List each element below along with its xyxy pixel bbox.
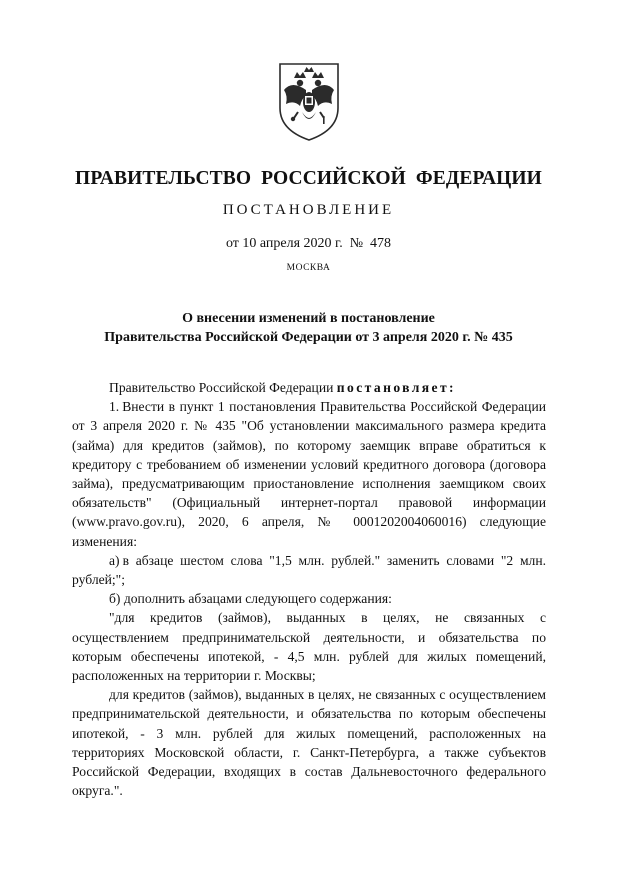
intro-paragraph [72,378,546,397]
decree-word: постановляет: [336,380,456,395]
document-city: МОСКВА [286,263,331,273]
document-body [72,378,546,800]
sub-item-b-paragraph: б) дополнить абзацами следующего содержания: [109,591,392,607]
government-title: ПРАВИТЕЛЬСТВО РОССИЙСКОЙ ФЕДЕРАЦИИ [75,168,542,189]
quoted-paragraph-1: "для кредитов (займов), выданных в целях, не связанных с осуществлением предпринимательской деятельности, и обязательства по которым обеспечены ипотекой, - 4,5 млн. рублей для жилых помещений, расположенных на территории г. Москвы; [72,610,546,684]
item-1-number: 1. [109,399,120,415]
subject-line-2: Правительства Российской Федерации от 3 апреля 2020 г. № 435 [104,330,513,345]
sub-item-a-label: а) [109,552,120,568]
sub-item-a-paragraph [72,551,546,589]
document-subject [60,309,557,347]
document-type: ПОСТАНОВЛЕНИЕ [222,202,395,218]
coat-of-arms-icon [272,56,346,144]
sub-item-a-text: в абзаце шестом слова "1,5 млн. рублей." заменить словами "2 млн. рублей;"; [72,552,546,588]
subject-line-1: О внесении изменений в постановление [182,311,435,326]
intro-text: Правительство Российской Федерации [109,380,337,395]
document-date-number: от 10 апреля 2020 г. № 478 [225,236,392,251]
quoted-paragraph-2: для кредитов (займов), выданных в целях, не связанных с осуществлением предпринимательской деятельности, и обязательства по которым обеспечены ипотекой, - 3 млн. рублей для жилых помещений, расположенных на территориях Московской области, г. Санкт-Петербурга, а также субъектов Российской Федерации, входящих в состав Дальневосточного федерального округа.". [72,687,546,799]
item-1-text: Внести в пункт 1 постановления Правительства Российской Федерации от 3 апреля 2020 г. № 435 "Об установлении максимального размера кредита (займа) для кредитов (займов), по которому заемщик вправе обратиться к кредитору с требованием об изменении условий кредитного договора (договора займа), предусматривающим приостановление исполнения заемщиком своих обязательств" (Официальный интернет-портал правовой информации (www.pravo.gov.ru), 2020, 6 апреля, № 0001202004060016) следующие изменения: [72,399,546,549]
item-1-paragraph [72,397,546,551]
